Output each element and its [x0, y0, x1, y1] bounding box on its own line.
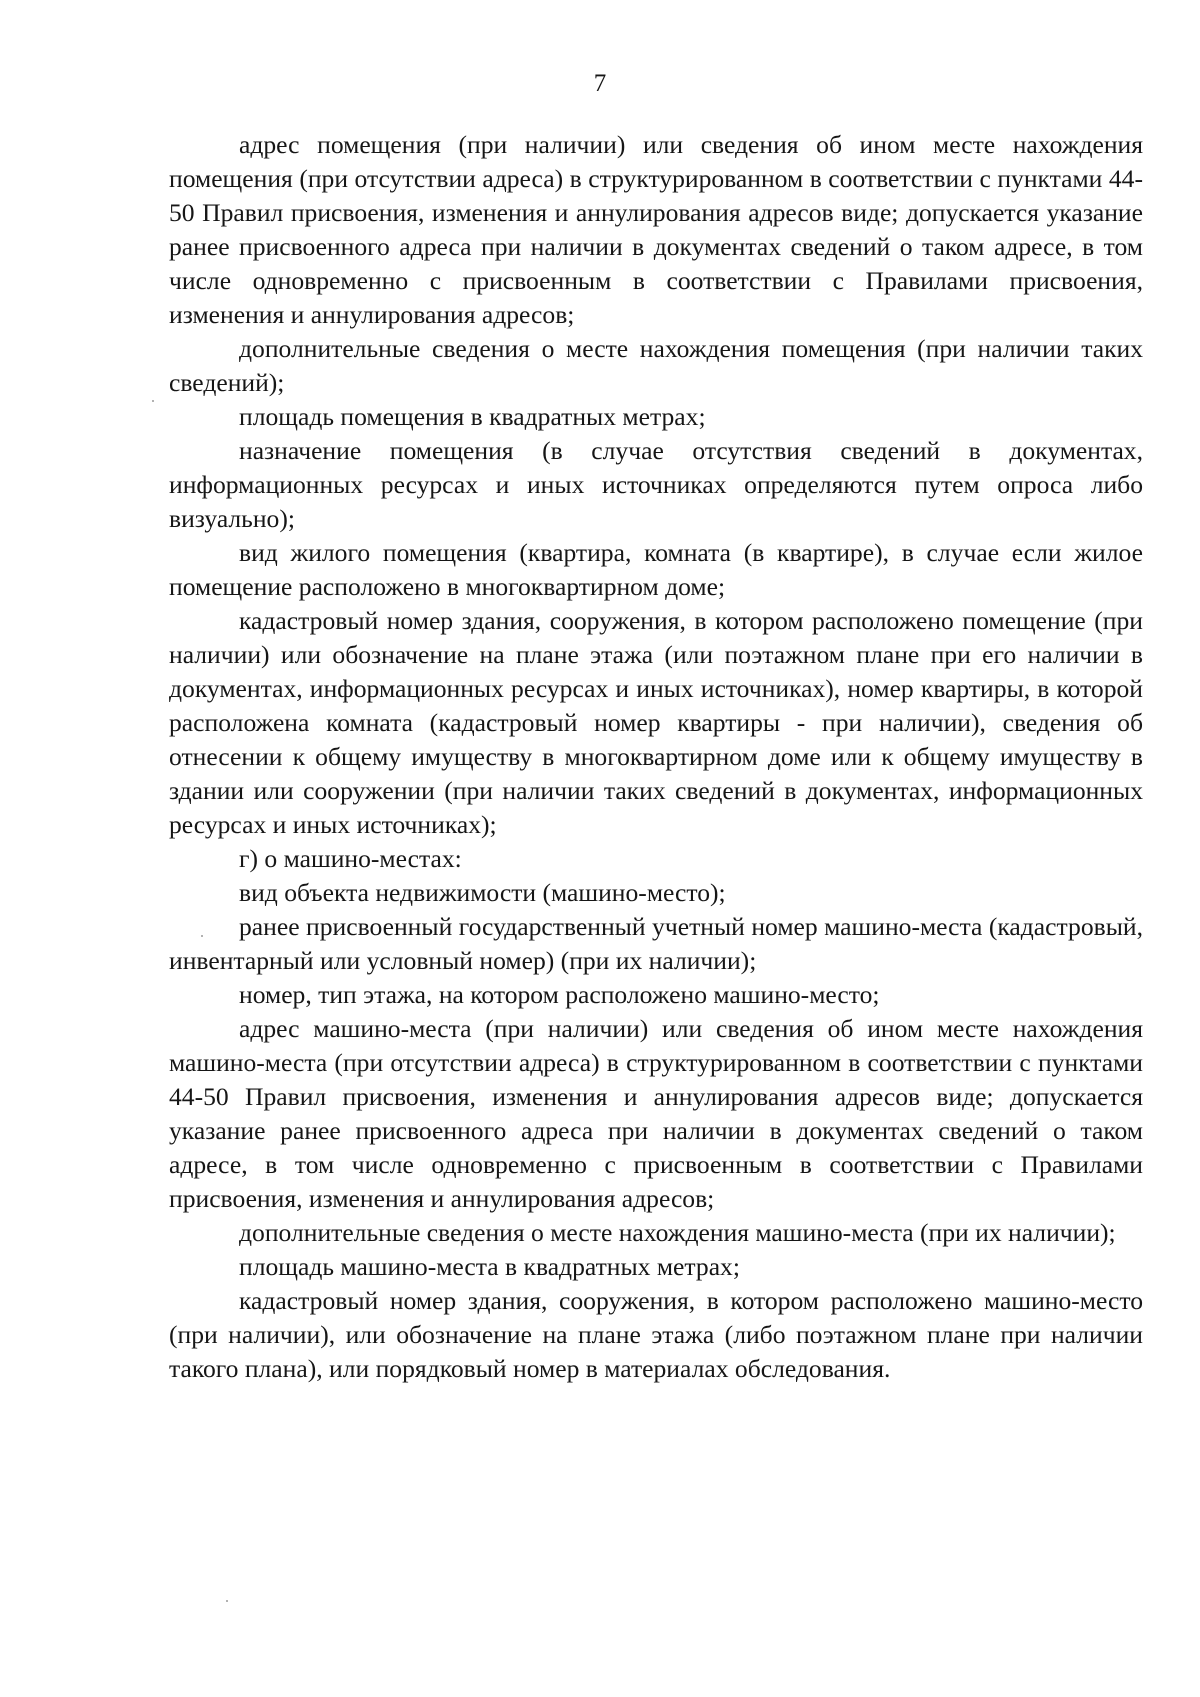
paragraph-parking-building-cadastral-number: кадастровый номер здания, сооружения, в котором расположено машино-место (при наличии), или обозначение на плане этажа (либо поэтажном плане при наличии такого плана), или порядковый номер в материалах обследования.: [169, 1286, 1143, 1383]
paragraph-residential-premises-type: вид жилого помещения (квартира, комната (в квартире), в случае если жилое помещение расположено в многоквартирном доме;: [169, 538, 1143, 601]
paragraph-parking-additional-location: дополнительные сведения о месте нахождения машино-места (при их наличии);: [239, 1218, 1116, 1247]
scan-speck: [152, 400, 154, 402]
scan-speck: [201, 935, 203, 937]
paragraph-premises-address: адрес помещения (при наличии) или сведения об ином месте нахождения помещения (при отсутствии адреса) в структурированном в соответствии с пунктами 44-50 Правил присвоения, изменения и аннулирования адресов виде; допускается указание ранее присвоенного адреса при наличии в документах сведений о таком адресе, в том числе одновременно с присвоенным в соответствии с Правилами присвоения, изменения и аннулирования адресов;: [169, 130, 1143, 329]
paragraph-parking-floor: номер, тип этажа, на котором расположено машино-место;: [239, 980, 880, 1009]
page-number: 7: [593, 70, 607, 97]
paragraph-parking-area: площадь машино-места в квадратных метрах;: [239, 1252, 740, 1281]
paragraph-premises-additional-location: дополнительные сведения о месте нахождения помещения (при наличии таких сведений);: [169, 334, 1143, 397]
scan-speck: [226, 1600, 228, 1602]
document-body: [169, 128, 1143, 1386]
paragraph-parking-previous-number: ранее присвоенный государственный учетный номер машино-места (кадастровый, инвентарный или условный номер) (при их наличии);: [169, 912, 1143, 975]
paragraph-parking-object-type: вид объекта недвижимости (машино-место);: [239, 878, 726, 907]
paragraph-parking-address: адрес машино-места (при наличии) или сведения об ином месте нахождения машино-места (при отсутствии адреса) в структурированном в соответствии с пунктами 44-50 Правил присвоения, изменения и аннулирования адресов виде; допускается указание ранее присвоенного адреса при наличии в документах сведений о таком адресе, в том числе одновременно с присвоенным в соответствии с Правилами присвоения, изменения и аннулирования адресов;: [169, 1014, 1143, 1213]
paragraph-premises-building-cadastral-number: кадастровый номер здания, сооружения, в котором расположено помещение (при наличии) или обозначение на плане этажа (или поэтажном плане при его наличии в документах, информационных ресурсах и иных источниках), номер квартиры, в которой расположена комната (кадастровый номер квартиры - при наличии), сведения об отнесении к общему имуществу в многоквартирном доме или к общему имуществу в здании или сооружении (при наличии таких сведений в документах, информационных ресурсах и иных источниках);: [169, 606, 1143, 839]
paragraph-premises-area: площадь помещения в квадратных метрах;: [239, 402, 706, 431]
paragraph-section-parking-spaces: г) о машино-местах:: [239, 844, 462, 873]
paragraph-premises-purpose: назначение помещения (в случае отсутствия сведений в документах, информационных ресурсах и иных источниках определяются путем опроса либо визуально);: [169, 436, 1143, 533]
